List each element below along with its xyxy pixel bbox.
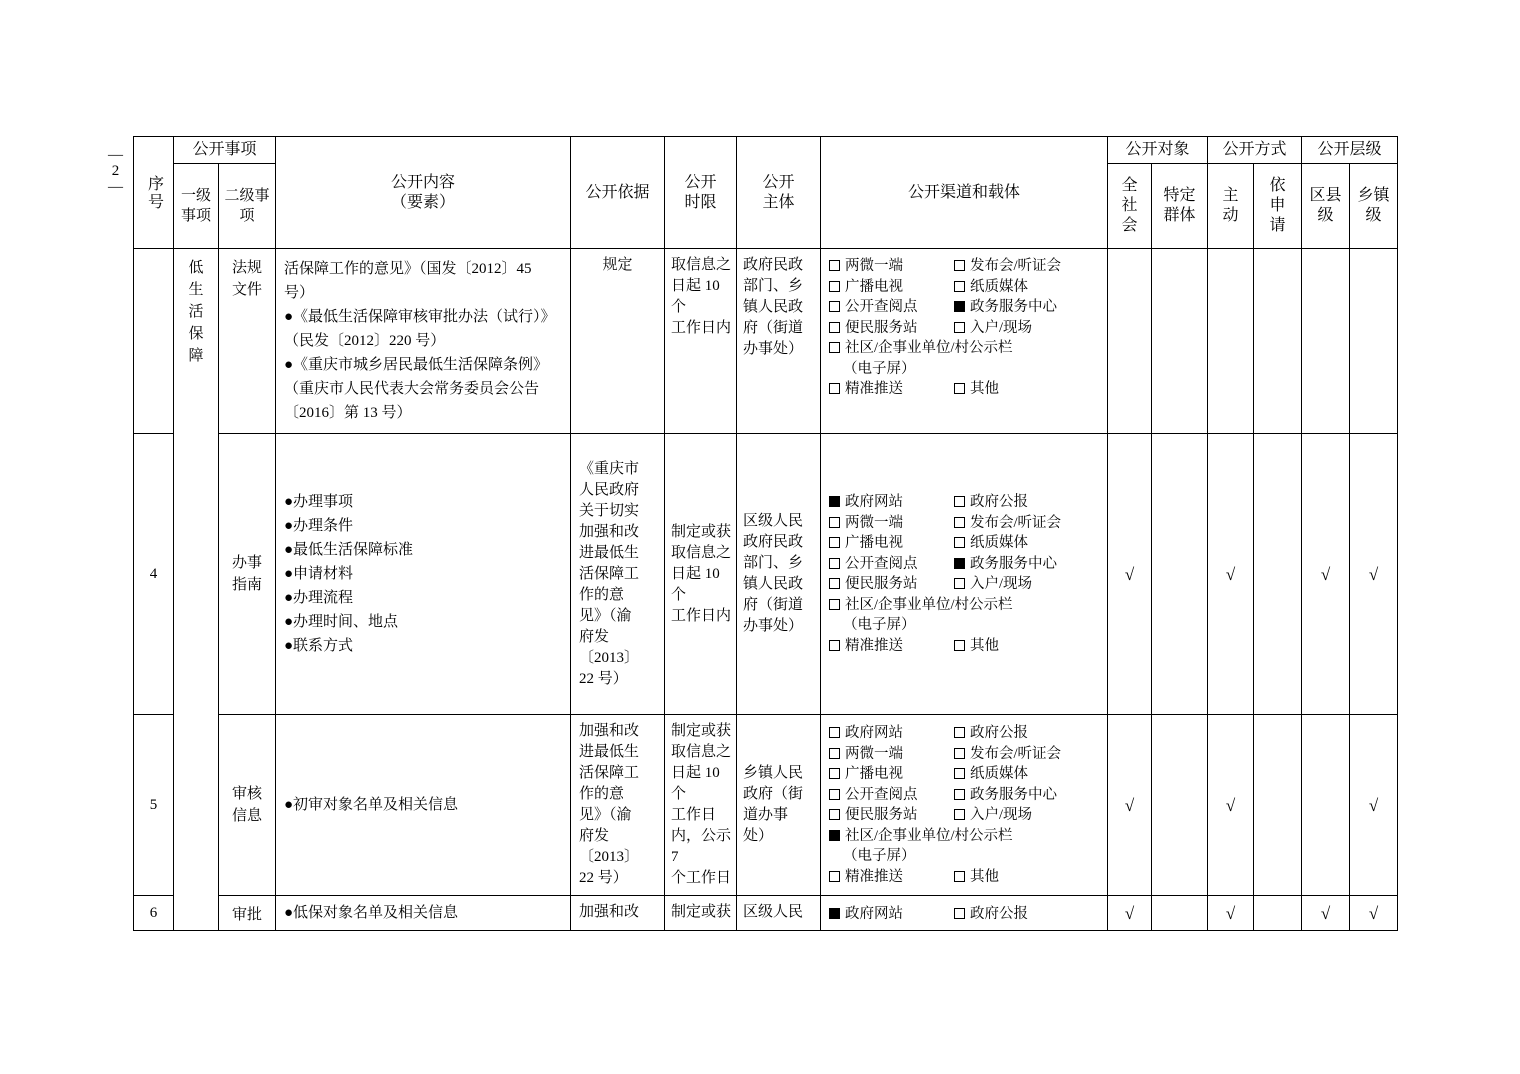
cell-on-request	[1254, 434, 1302, 715]
checkbox-icon[interactable]	[829, 871, 840, 882]
table-row	[134, 896, 1398, 931]
col-header-town-level: 乡镇 级	[1350, 164, 1398, 249]
channel-broadcast-tv[interactable]: 广播电视	[829, 533, 954, 554]
cell-town-level: √	[1350, 715, 1398, 896]
cell-active: √	[1208, 434, 1254, 715]
channel-precise-push[interactable]: 精准推送	[829, 867, 954, 888]
cell-basis: 规定	[571, 249, 665, 434]
channel-paper-media[interactable]: 纸质媒体	[954, 533, 1099, 554]
cell-active	[1208, 249, 1254, 434]
channel-press-conf[interactable]: 发布会/听证会	[954, 256, 1099, 277]
checkbox-icon[interactable]	[954, 809, 965, 820]
checkbox-icon[interactable]	[954, 301, 965, 312]
checkbox-icon[interactable]	[829, 578, 840, 589]
cell-subject: 区级人民 政府民政 部门、乡 镇人民政 府（街道 办事处）	[737, 434, 821, 715]
channel-gov-service-center[interactable]: 政务服务中心	[954, 554, 1099, 575]
cell-subject: 乡镇人民 政府（街 道办事 处）	[737, 715, 821, 896]
col-header-group-audience: 公开对象	[1108, 137, 1208, 164]
checkbox-icon[interactable]	[829, 768, 840, 779]
cell-district-level	[1302, 249, 1350, 434]
channel-row	[829, 764, 1099, 785]
channel-row	[829, 867, 1099, 888]
channel-press-conf[interactable]: 发布会/听证会	[954, 513, 1099, 534]
col-header-seq: 序号	[134, 137, 174, 249]
channel-community-board[interactable]: 社区/企事业单位/村公示栏	[829, 338, 1099, 359]
checkbox-icon[interactable]	[829, 260, 840, 271]
cell-channels	[821, 434, 1108, 715]
cell-all-society: √	[1108, 715, 1152, 896]
cell-town-level	[1350, 249, 1398, 434]
col-header-group-mode: 公开方式	[1208, 137, 1302, 164]
cell-district-level	[1302, 715, 1350, 896]
channel-row	[829, 492, 1099, 513]
checkbox-icon[interactable]	[954, 768, 965, 779]
channel-community-board-note: （电子屏）	[843, 360, 916, 377]
checkbox-icon[interactable]	[829, 301, 840, 312]
cell-channels	[821, 715, 1108, 896]
channel-community-board[interactable]: 社区/企事业单位/村公示栏	[829, 826, 1099, 847]
channel-convenience-station[interactable]: 便民服务站	[829, 574, 954, 595]
table-row	[134, 715, 1398, 896]
channel-paper-media[interactable]: 纸质媒体	[954, 764, 1099, 785]
channel-gov-gazette[interactable]: 政府公报	[954, 723, 1099, 744]
checkbox-icon[interactable]	[829, 830, 840, 841]
disclosure-table	[133, 136, 1398, 931]
cell-district-level: √	[1302, 896, 1350, 931]
checkbox-icon[interactable]	[954, 322, 965, 333]
channel-public-reading[interactable]: 公开查阅点	[829, 554, 954, 575]
channel-row	[829, 723, 1099, 744]
channel-press-conf[interactable]: 发布会/听证会	[954, 744, 1099, 765]
channel-door-to-door[interactable]: 入户/现场	[954, 318, 1099, 339]
checkbox-icon[interactable]	[954, 640, 965, 651]
channel-convenience-station[interactable]: 便民服务站	[829, 318, 954, 339]
cell-specific-group	[1152, 434, 1208, 715]
channel-row	[829, 318, 1099, 339]
checkbox-icon[interactable]	[954, 578, 965, 589]
col-header-subject: 公开 主体	[737, 137, 821, 249]
cell-item-l2: 办事 指南	[219, 434, 276, 715]
table-row	[134, 434, 1398, 715]
cell-content: ●初审对象名单及相关信息	[276, 715, 571, 896]
cell-on-request	[1254, 715, 1302, 896]
checkbox-icon[interactable]	[954, 748, 965, 759]
checkbox-icon[interactable]	[954, 537, 965, 548]
channel-row	[829, 785, 1099, 806]
checkbox-icon[interactable]	[954, 260, 965, 271]
col-header-channel: 公开渠道和载体	[821, 137, 1108, 249]
cell-town-level: √	[1350, 434, 1398, 715]
channel-precise-push[interactable]: 精准推送	[829, 636, 954, 657]
page-number-value: 2	[111, 163, 121, 179]
col-header-specific-group: 特定 群体	[1152, 164, 1208, 249]
checkbox-icon[interactable]	[829, 748, 840, 759]
channel-other[interactable]: 其他	[954, 379, 1099, 400]
channel-row	[829, 636, 1099, 657]
col-header-all-society: 全 社 会	[1108, 164, 1152, 249]
page-number-dash-bottom: —	[108, 179, 124, 195]
checkbox-icon[interactable]	[954, 727, 965, 738]
cell-channels	[821, 249, 1108, 434]
cell-all-society: √	[1108, 896, 1152, 931]
cell-content: ●办理事项 ●办理条件 ●最低生活保障标准 ●申请材料 ●办理流程 ●办理时间、地点 ●联系方式	[276, 434, 571, 715]
checkbox-icon[interactable]	[954, 558, 965, 569]
channel-broadcast-tv[interactable]: 广播电视	[829, 277, 954, 298]
checkbox-icon[interactable]	[954, 789, 965, 800]
col-header-on-request: 依 申 请	[1254, 164, 1302, 249]
checkbox-icon[interactable]	[829, 281, 840, 292]
col-header-basis: 公开依据	[571, 137, 665, 249]
cell-seq: 5	[134, 715, 174, 896]
channel-broadcast-tv[interactable]: 广播电视	[829, 764, 954, 785]
channel-door-to-door[interactable]: 入户/现场	[954, 805, 1099, 826]
checkbox-icon[interactable]	[829, 727, 840, 738]
checkbox-icon[interactable]	[829, 342, 840, 353]
col-header-content: 公开内容 （要素）	[276, 137, 571, 249]
channel-public-reading[interactable]: 公开查阅点	[829, 297, 954, 318]
channel-two-wei-one-end[interactable]: 两微一端	[829, 513, 954, 534]
checkbox-icon[interactable]	[829, 496, 840, 507]
checkbox-icon[interactable]	[829, 789, 840, 800]
col-header-item-l1: 一级事项	[174, 164, 219, 249]
cell-basis: 加强和改	[571, 896, 665, 931]
checkbox-icon[interactable]	[829, 640, 840, 651]
checkbox-icon[interactable]	[829, 908, 840, 919]
channel-row	[829, 554, 1099, 575]
cell-timelimit: 取信息之 日起 10 个 工作日内	[665, 249, 737, 434]
cell-timelimit: 制定或获	[665, 896, 737, 931]
channel-gov-service-center[interactable]: 政务服务中心	[954, 297, 1099, 318]
checkbox-icon[interactable]	[829, 383, 840, 394]
channel-row	[829, 297, 1099, 318]
channel-door-to-door[interactable]: 入户/现场	[954, 574, 1099, 595]
col-header-timelimit: 公开 时限	[665, 137, 737, 249]
cell-basis: 《重庆市 人民政府 关于切实 加强和改 进最低生 活保障工 作的意 见》（渝 府发 〔2013〕 22 号）	[571, 434, 665, 715]
channel-community-board[interactable]: 社区/企事业单位/村公示栏	[829, 595, 1099, 616]
checkbox-icon[interactable]	[954, 908, 965, 919]
cell-content: 活保障工作的意见》（国发〔2012〕45 号） ●《最低生活保障审核审批办法（试行）》 （民发〔2012〕220 号） ●《重庆市城乡居民最低生活保障条例》 （重庆市人民代表大会常务委员会公告 〔2016〕第 13 号）	[276, 249, 571, 434]
channel-row	[829, 805, 1099, 826]
channel-row	[829, 533, 1099, 554]
channel-gov-gazette[interactable]: 政府公报	[954, 492, 1099, 513]
page-number	[96, 147, 136, 195]
checkbox-icon[interactable]	[954, 496, 965, 507]
cell-active: √	[1208, 715, 1254, 896]
checkbox-icon[interactable]	[954, 281, 965, 292]
cell-active: √	[1208, 896, 1254, 931]
cell-subject: 区级人民	[737, 896, 821, 931]
col-header-active: 主 动	[1208, 164, 1254, 249]
table-header-row-1	[134, 137, 1398, 164]
cell-specific-group	[1152, 896, 1208, 931]
cell-item-l1	[174, 249, 219, 931]
channel-paper-media[interactable]: 纸质媒体	[954, 277, 1099, 298]
cell-basis: 加强和改 进最低生 活保障工 作的意 见》（渝 府发 〔2013〕 22 号）	[571, 715, 665, 896]
cell-district-level: √	[1302, 434, 1350, 715]
checkbox-icon[interactable]	[829, 599, 840, 610]
channel-other[interactable]: 其他	[954, 636, 1099, 657]
checkbox-icon[interactable]	[829, 537, 840, 548]
cell-content: ●低保对象名单及相关信息	[276, 896, 571, 931]
cell-on-request	[1254, 249, 1302, 434]
cell-town-level: √	[1350, 896, 1398, 931]
channel-gov-service-center[interactable]: 政务服务中心	[954, 785, 1099, 806]
col-header-group-items: 公开事项	[174, 137, 276, 164]
cell-specific-group	[1152, 715, 1208, 896]
channel-public-reading[interactable]: 公开查阅点	[829, 785, 954, 806]
cell-channels	[821, 896, 1108, 931]
checkbox-icon[interactable]	[954, 517, 965, 528]
item-l1-text: 低 生 活 保 障	[188, 260, 204, 364]
channel-row	[829, 904, 1099, 925]
channel-row	[829, 744, 1099, 765]
cell-item-l2: 审核 信息	[219, 715, 276, 896]
channel-precise-push[interactable]: 精准推送	[829, 379, 954, 400]
page-number-dash-top: —	[108, 147, 124, 163]
channel-other[interactable]: 其他	[954, 867, 1099, 888]
channel-gov-site[interactable]: 政府网站	[829, 723, 954, 744]
cell-timelimit: 制定或获 取信息之 日起 10 个 工作日 内，公示 7 个工作日	[665, 715, 737, 896]
channel-convenience-station[interactable]: 便民服务站	[829, 805, 954, 826]
channel-community-board-note: （电子屏）	[843, 617, 916, 633]
channel-gov-gazette[interactable]: 政府公报	[954, 904, 1099, 925]
cell-item-l2: 法规 文件	[219, 249, 276, 434]
cell-seq: 6	[134, 896, 174, 931]
channel-row	[829, 277, 1099, 298]
cell-item-l2: 审批	[219, 896, 276, 931]
checkbox-icon[interactable]	[829, 558, 840, 569]
cell-specific-group	[1152, 249, 1208, 434]
channel-gov-site[interactable]: 政府网站	[829, 492, 954, 513]
col-header-item-l2: 二级事项	[219, 164, 276, 249]
channel-two-wei-one-end[interactable]: 两微一端	[829, 256, 954, 277]
channel-row	[829, 256, 1099, 277]
cell-seq: 4	[134, 434, 174, 715]
cell-subject: 政府民政 部门、乡 镇人民政 府（街道 办事处）	[737, 249, 821, 434]
channel-community-board-note: （电子屏）	[843, 848, 916, 864]
checkbox-icon[interactable]	[829, 517, 840, 528]
cell-seq	[134, 249, 174, 434]
checkbox-icon[interactable]	[954, 383, 965, 394]
channel-gov-site[interactable]: 政府网站	[829, 904, 954, 925]
cell-timelimit: 制定或获 取信息之 日起 10 个 工作日内	[665, 434, 737, 715]
col-header-group-level: 公开层级	[1302, 137, 1398, 164]
channel-row	[829, 574, 1099, 595]
channel-row	[829, 379, 1099, 400]
cell-on-request	[1254, 896, 1302, 931]
col-header-district-level: 区县 级	[1302, 164, 1350, 249]
table-row	[134, 249, 1398, 434]
checkbox-icon[interactable]	[829, 809, 840, 820]
checkbox-icon[interactable]	[954, 871, 965, 882]
channel-two-wei-one-end[interactable]: 两微一端	[829, 744, 954, 765]
checkbox-icon[interactable]	[829, 322, 840, 333]
cell-all-society	[1108, 249, 1152, 434]
channel-row	[829, 513, 1099, 534]
cell-all-society: √	[1108, 434, 1152, 715]
